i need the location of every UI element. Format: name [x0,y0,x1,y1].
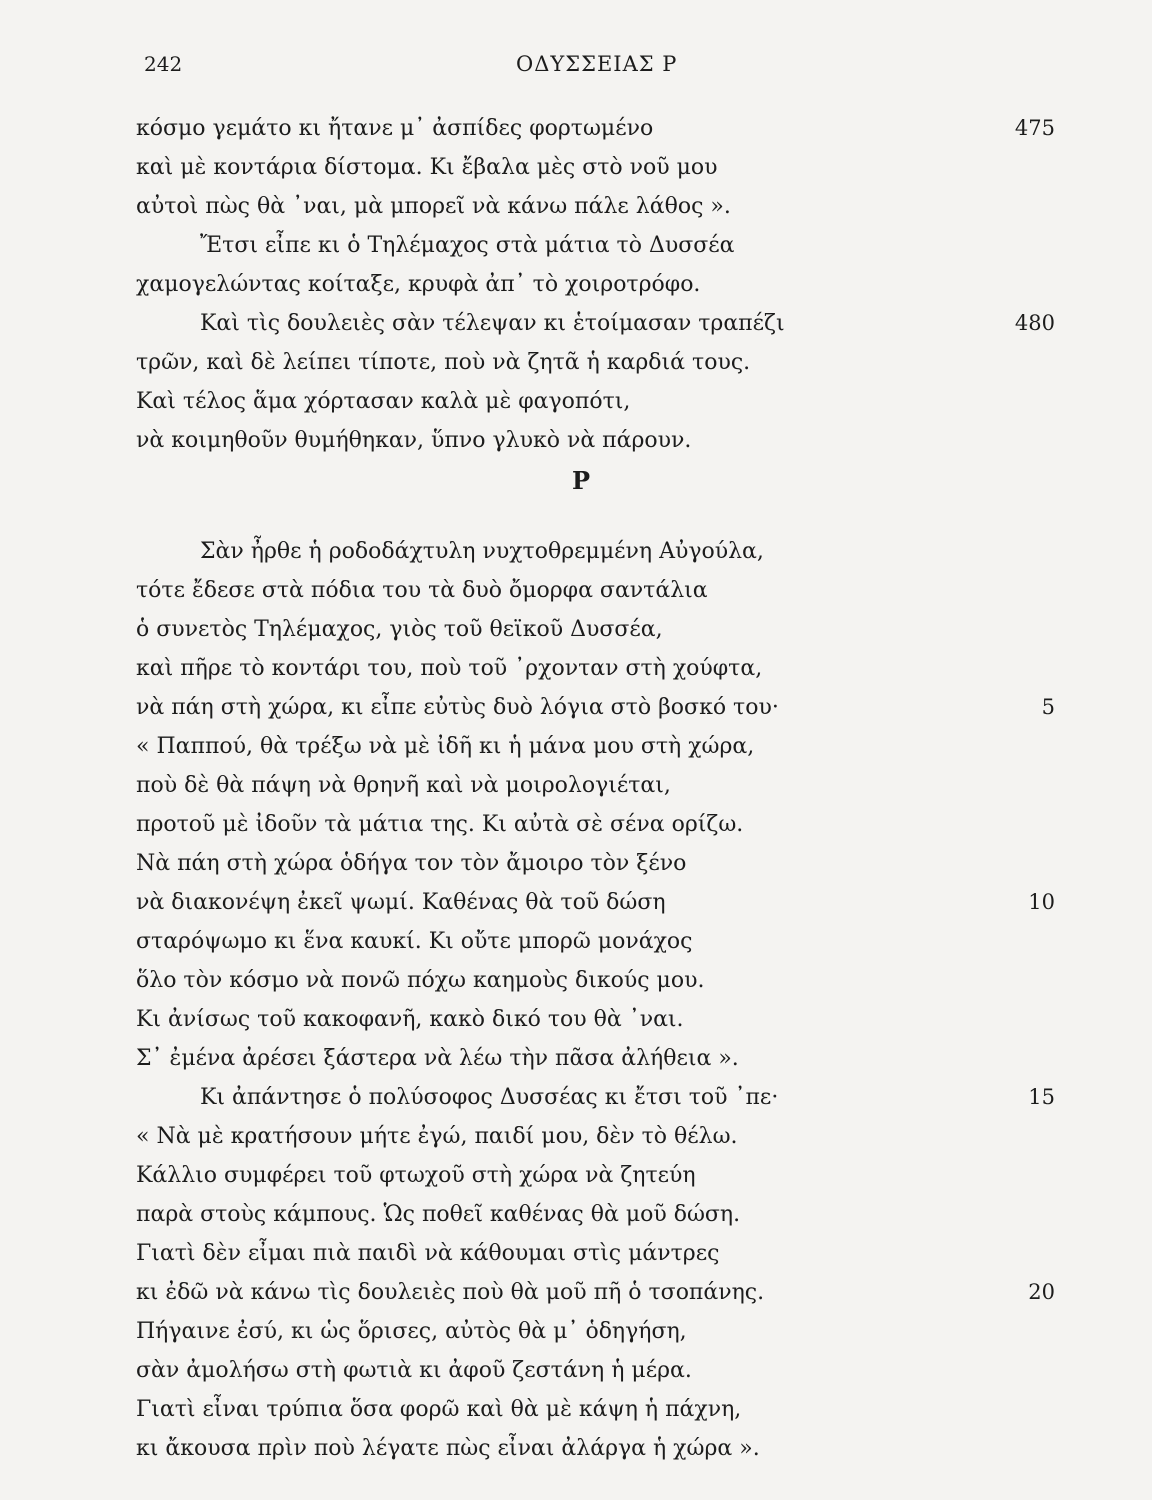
line-number: 20 [1028,1280,1055,1304]
verse-text: Ἔτσι εἶπε κι ὁ Τηλέμαχος στὰ μάτια τὸ Δυσσέα [200,233,735,258]
verse-text: ποὺ δὲ θὰ πάψη νὰ θρηνῆ καὶ νὰ μοιρολογιέται, [136,773,671,798]
verse-line [0,382,1152,421]
verse-block-bottom [0,532,1152,1468]
verse-text: καὶ μὲ κοντάρια δίστομα. Κι ἔβαλα μὲς στὸ νοῦ μου [136,155,718,180]
verse-text: Πήγαινε ἐσύ, κι ὡς ὅρισες, αὐτὸς θὰ μ᾽ ὁδηγήση, [136,1319,687,1344]
verse-text: τότε ἔδεσε στὰ πόδια του τὰ δυὸ ὄμορφα σαντάλια [136,578,708,603]
verse-text: « Νὰ μὲ κρατήσουν μήτε ἐγώ, παιδί μου, δὲν τὸ θέλω. [136,1124,738,1149]
verse-line [0,1273,1152,1312]
verse-line [0,1429,1152,1468]
verse-line [0,265,1152,304]
verse-line [0,571,1152,610]
verse-line [0,226,1152,265]
verse-line [0,688,1152,727]
verse-line [0,1234,1152,1273]
verse-text: τρῶν, καὶ δὲ λείπει τίποτε, ποὺ νὰ ζητᾶ ἡ καρδιά τους. [136,350,751,375]
verse-text: νὰ κοιμηθοῦν θυμήθηκαν, ὕπνο γλυκὸ νὰ πάρουν. [136,428,692,453]
verse-text: νὰ πάη στὴ χώρα, κι εἶπε εὐτὺς δυὸ λόγια στὸ βοσκό του· [136,695,779,720]
verse-line [0,1351,1152,1390]
verse-line [0,1195,1152,1234]
verse-text: Νὰ πάη στὴ χώρα ὁδήγα τον τὸν ἄμοιρο τὸν ξένο [136,851,687,876]
verse-line [0,532,1152,571]
verse-text: Γιατὶ εἶναι τρύπια ὅσα φορῶ καὶ θὰ μὲ κάψη ἡ πάχνη, [136,1397,742,1422]
verse-text: Κι ἀπάντησε ὁ πολύσοφος Δυσσέας κι ἔτσι τοῦ ᾽πε· [200,1085,779,1110]
line-number: 475 [1014,116,1055,140]
verse-text: κι ἄκουσα πρὶν ποὺ λέγατε πὼς εἶναι ἀλάργα ἡ χώρα ». [136,1436,760,1461]
verse-line [0,805,1152,844]
verse-text: σὰν ἀμολήσω στὴ φωτιὰ κι ἀφοῦ ζεστάνη ἡ μέρα. [136,1358,692,1383]
verse-line [0,148,1152,187]
line-number: 480 [1014,311,1055,335]
verse-text: Καὶ τέλος ἅμα χόρτασαν καλὰ μὲ φαγοπότι, [136,389,631,414]
verse-text: σταρόψωμο κι ἕνα καυκί. Κι οὔτε μπορῶ μονάχος [136,929,693,954]
verse-line [0,961,1152,1000]
verse-text: παρὰ στοὺς κάμπους. Ὡς ποθεῖ καθένας θὰ μοῦ δώση. [136,1202,741,1227]
verse-text: ὅλο τὸν κόσμο νὰ πονῶ πόχω καημοὺς δικούς μου. [136,968,705,993]
line-number: 10 [1028,890,1055,914]
verse-text: « Παππού, θὰ τρέξω νὰ μὲ ἰδῆ κι ἡ μάνα μου στὴ χώρα, [136,734,755,759]
verse-line [0,649,1152,688]
verse-text: Κάλλιο συμφέρει τοῦ φτωχοῦ στὴ χώρα νὰ ζητεύη [136,1163,696,1188]
verse-line [0,610,1152,649]
verse-line [0,1390,1152,1429]
verse-text: νὰ διακονέψη ἐκεῖ ψωμί. Καθένας θὰ τοῦ δώση [136,890,666,915]
verse-line [0,304,1152,343]
running-title: ΟΔΥΣΣΕΙΑΣ Ρ [516,52,678,76]
verse-line [0,1312,1152,1351]
page-number: 242 [144,52,183,76]
verse-text: Γιατὶ δὲν εἶμαι πιὰ παιδὶ νὰ κάθουμαι στὶς μάντρες [136,1241,720,1266]
verse-line [0,727,1152,766]
verse-line [0,1039,1152,1078]
verse-line [0,1117,1152,1156]
verse-line [0,421,1152,460]
verse-text: κόσμο γεμάτο κι ἤτανε μ᾽ ἀσπίδες φορτωμένο [136,116,654,141]
running-head [0,52,1152,82]
verse-line [0,343,1152,382]
verse-text: ὁ συνετὸς Τηλέμαχος, γιὸς τοῦ θεϊκοῦ Δυσσέα, [136,617,663,642]
verse-line [0,766,1152,805]
verse-line [0,1078,1152,1117]
verse-line [0,844,1152,883]
verse-line [0,1000,1152,1039]
verse-text: προτοῦ μὲ ἰδοῦν τὰ μάτια της. Κι αὐτὰ σὲ σένα ορίζω. [136,812,744,837]
line-number: 15 [1028,1085,1055,1109]
verse-line [0,109,1152,148]
verse-line [0,922,1152,961]
verse-text: Σ᾽ ἐμένα ἀρέσει ξάστερα νὰ λέω τὴν πᾶσα ἀλήθεια ». [136,1046,739,1071]
verse-text: χαμογελώντας κοίταξε, κρυφὰ ἀπ᾽ τὸ χοιροτρόφο. [136,272,701,297]
verse-text: κι ἐδῶ νὰ κάνω τὶς δουλειὲς ποὺ θὰ μοῦ πῆ ὁ τσοπάνης. [136,1280,765,1305]
verse-text: αὐτοὶ πὼς θὰ ᾽ναι, μὰ μπορεῖ νὰ κάνω πάλε λάθος ». [136,194,731,219]
book-heading-letter: Ρ [571,466,591,495]
verse-text: Σὰν ἦρθε ἡ ροδοδάχτυλη νυχτοθρεμμένη Αὐγούλα, [200,539,764,564]
line-number: 5 [1041,695,1055,719]
verse-text: καὶ πῆρε τὸ κοντάρι του, ποὺ τοῦ ᾽ρχονταν στὴ χούφτα, [136,656,763,681]
verse-text: Καὶ τὶς δουλειὲς σὰν τέλεψαν κι ἑτοίμασαν τραπέζι [200,311,785,336]
verse-line [0,187,1152,226]
verse-text: Κι ἀνίσως τοῦ κακοφανῆ, κακὸ δικό του θὰ ᾽ναι. [136,1007,684,1032]
verse-block-top [0,109,1152,460]
verse-line [0,883,1152,922]
verse-line [0,1156,1152,1195]
